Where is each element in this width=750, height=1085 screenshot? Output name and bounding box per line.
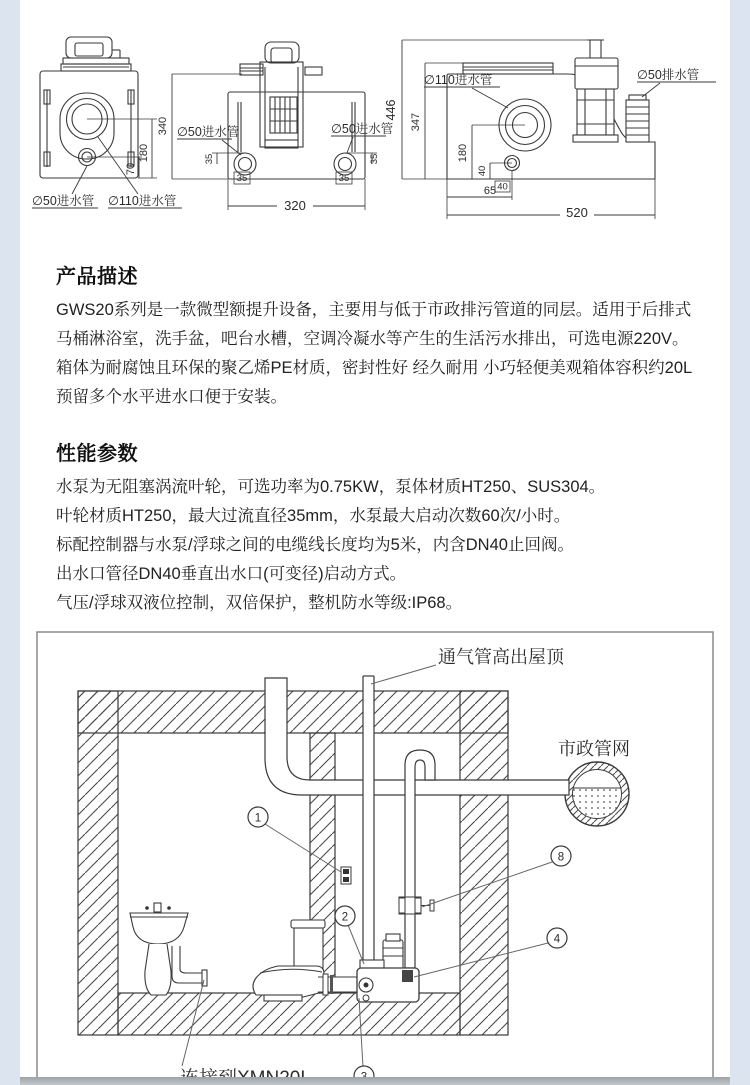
parameter-line: 标配控制器与水泵/浮球之间的电缆线长度均为5米，内含DN40止回阀。 bbox=[56, 536, 574, 554]
svg-text:8: 8 bbox=[557, 851, 565, 864]
front-inlet50-label: ∅50进水管 bbox=[32, 194, 95, 208]
next-section-edge bbox=[20, 1077, 730, 1085]
vent-pipe bbox=[363, 676, 374, 964]
parameter-line: 气压/浮球双液位控制，双倍保护，整机防水等级:IP68。 bbox=[56, 594, 463, 612]
performance-parameters-section bbox=[20, 437, 730, 618]
parameter-line: 水泵为无阻塞涡流叶轮，可选功率为0.75KW，泵体材质HT250、SUS304。 bbox=[56, 478, 606, 496]
side-dim-180: 180 bbox=[457, 143, 469, 163]
side-dim-40-box: 40 bbox=[497, 181, 508, 193]
side-dim-65: 65 bbox=[483, 185, 497, 197]
description-body bbox=[56, 296, 702, 412]
svg-text:2: 2 bbox=[341, 911, 349, 924]
toilet bbox=[253, 920, 362, 1001]
ceiling-wall bbox=[78, 691, 508, 733]
side-dim-520: 520 bbox=[566, 205, 588, 220]
front-view-drawing bbox=[32, 37, 242, 208]
svg-text:1: 1 bbox=[254, 812, 262, 825]
callout-8 bbox=[551, 846, 571, 866]
side-dim-446: 446 bbox=[384, 99, 398, 121]
description-line: GWS20系列是一款微型额提升设备，主要用与低于市政排污管道的同层。适用于后排式 bbox=[56, 301, 692, 319]
description-line: 马桶淋浴室，洗手盆，吧台水槽，空调冷凝水等产生的生活污水排出，可选电源220V。 bbox=[56, 330, 689, 348]
right-wall bbox=[460, 691, 508, 1035]
side-outlet50-label: ∅50排水管 bbox=[637, 68, 700, 82]
product-detail-page bbox=[20, 0, 730, 1085]
rear-view-drawing bbox=[177, 42, 393, 213]
rear-inlet50-right-label: ∅50进水管 bbox=[331, 122, 394, 136]
callout-2 bbox=[335, 906, 355, 926]
callout-4 bbox=[547, 928, 567, 948]
side-dim-347: 347 bbox=[410, 112, 422, 132]
parameter-line: 出水口管径DN40垂直出水口(可变径)启动方式。 bbox=[56, 565, 407, 583]
side-view-drawing bbox=[384, 40, 716, 220]
wash-basin bbox=[130, 903, 207, 995]
callout-1 bbox=[248, 807, 268, 827]
parameters-title: 性能参数 bbox=[56, 443, 138, 465]
front-dim-70: 70 bbox=[125, 162, 137, 176]
shutoff-valve bbox=[399, 897, 434, 914]
side-inlet110-label: ∅110进水管 bbox=[424, 73, 493, 87]
parameter-line: 叶轮材质HT250，最大过流直径35mm，水泵最大启动次数60次/小时。 bbox=[56, 507, 571, 525]
product-description-section bbox=[20, 260, 730, 412]
left-wall bbox=[78, 691, 118, 1035]
front-dim-180: 180 bbox=[138, 143, 150, 163]
description-line: 箱体为耐腐蚀且环保的聚乙烯PE材质，密封性好 经久耐用 小巧轻便美观箱体容积约20L bbox=[56, 359, 693, 377]
rear-dim-320: 320 bbox=[284, 198, 306, 213]
rear-dim-35-left: 35 bbox=[204, 153, 215, 165]
vent-pipe-label: 通气管高出屋顶 bbox=[438, 647, 564, 667]
svg-text:4: 4 bbox=[553, 933, 561, 946]
rear-inlet50-left-label: ∅50进水管 bbox=[177, 125, 240, 139]
rear-dim-35-right: 35 bbox=[369, 153, 380, 165]
side-dim-40: 40 bbox=[477, 165, 488, 177]
technical-drawings bbox=[20, 12, 730, 236]
municipal-network-label: 市政管网 bbox=[558, 739, 630, 759]
description-title: 产品描述 bbox=[56, 266, 138, 288]
parameters-body bbox=[56, 473, 702, 618]
rear-dim-35-right-box: 35 bbox=[338, 173, 350, 184]
level-controller bbox=[341, 867, 351, 884]
installation-diagram bbox=[20, 626, 730, 1085]
municipal-sewer-node bbox=[565, 762, 629, 828]
rear-dim-35-left-box: 35 bbox=[236, 173, 248, 184]
front-dim-340: 340 bbox=[157, 116, 169, 136]
front-inlet110-label: ∅110进水管 bbox=[108, 194, 177, 208]
description-line: 预留多个水平进水口便于安装。 bbox=[56, 388, 287, 406]
